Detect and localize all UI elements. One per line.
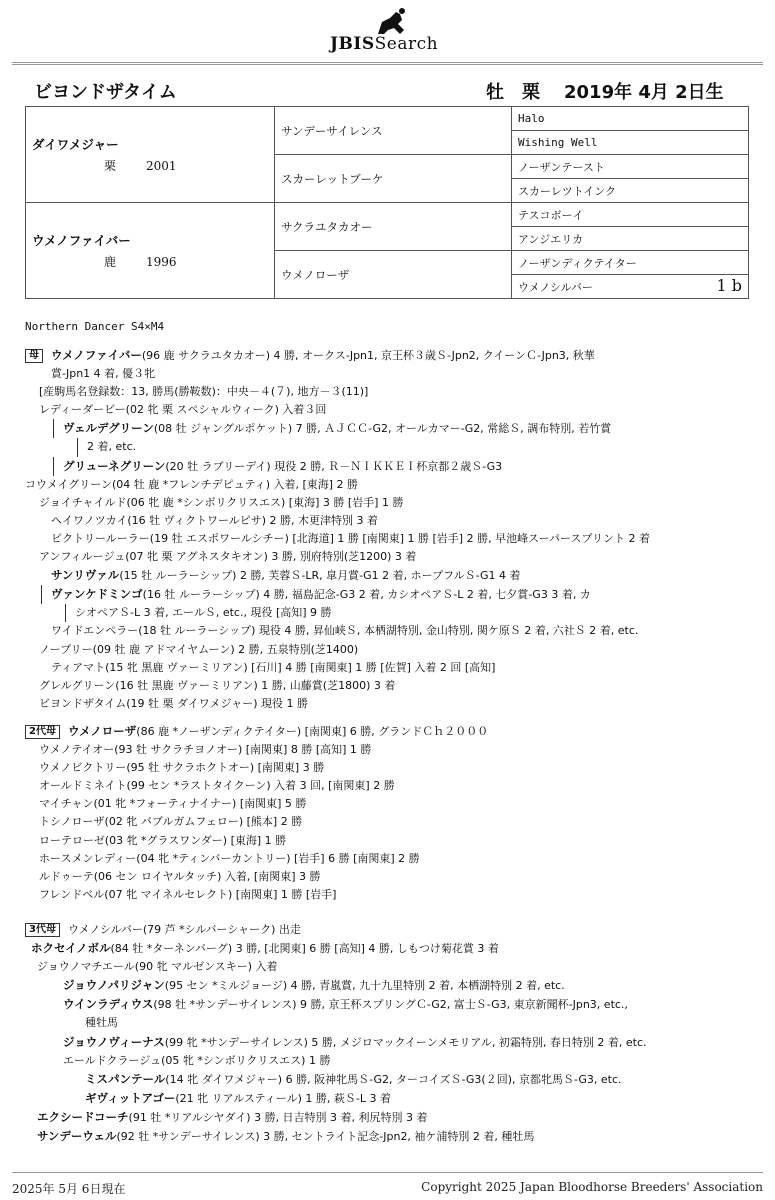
- record-text: コウメイグリーン(04 牡 鹿 *フレンチデピュティ) 入着, [東海] 2 勝: [25, 477, 359, 491]
- dam-section-line: [25, 548, 760, 566]
- record-text: ホースメンレディー(04 牝 *ティンバーカントリー) [岩手] 6 勝 [南関東] 2 勝: [39, 851, 420, 865]
- pedigree-g3-1[interactable]: Halo: [512, 107, 749, 131]
- record-text: 2 着, etc.: [87, 440, 137, 454]
- g3-section-line: [25, 1052, 760, 1070]
- g3-section-line[interactable]: [25, 939, 760, 958]
- g3-section-line: [25, 958, 760, 976]
- horse-link[interactable]: ジョウノヴィーナス: [63, 1034, 165, 1049]
- record-text: マイチャン(01 牝 *フォーティナイナー) [南関東] 5 勝: [39, 797, 307, 811]
- g2-section-line: [25, 795, 760, 813]
- pedigree-g3-8-name: ウメノシルバー: [518, 280, 593, 294]
- record-text: (99 牝 *サンデーサイレンス) 5 勝, メジロマックイーンメモリアル, 初霜特別, 春日特別 2 着, etc.: [164, 1035, 647, 1049]
- record-text: ヘイワノツカイ(16 牡 ヴィクトワールピサ) 2 勝, 木更津特別 3 着: [51, 513, 379, 527]
- dam-section-line: [25, 476, 760, 494]
- record-text: ティアマト(15 牝 黒鹿 ヴァーミリアン) [石川] 4 勝 [南関東] 1 勝 [佐賀] 入着 2 回 [高知]: [51, 660, 496, 674]
- record-text: ジョウノマチエール(90 牝 マルゼンスキー) 入着: [37, 960, 278, 974]
- pedigree-g3-2[interactable]: Wishing Well: [512, 131, 749, 155]
- record-text: (20 牡 ラブリーデイ) 現役 2 勝, Ｒ－ＮＩＫＫＥＩ杯京都２歳Ｓ-G3: [165, 459, 503, 473]
- footer-divider: [12, 1172, 763, 1173]
- record-text: ワイドエンペラー(18 牡 ルーラーシップ) 現役 4 勝, 昇仙峡Ｓ, 本栖湖特別, 金山特別, 関ケ原Ｓ 2 着, 六社Ｓ 2 着, etc.: [51, 624, 639, 638]
- record-text: (08 牡 ジャングルポケット) 7 勝, ＡＪＣＣ-G2, オールカマー-G2, 常総Ｓ, 調布特別, 若竹賞: [153, 422, 612, 436]
- horse-link[interactable]: グリューネグリーン: [63, 458, 166, 473]
- record-text: ウメノシルバー(79 芦 *シルバーシャーク) 出走: [67, 923, 301, 936]
- dam-section-line[interactable]: [25, 346, 760, 365]
- dam-section-line: [25, 641, 760, 659]
- record-text: ローテローゼ(03 牝 *グラスワンダー) [東海] 1 勝: [39, 833, 287, 847]
- dam-section-line: [25, 622, 760, 640]
- record-text: レディーダービー(02 牝 栗 スペシャルウィーク) 入着３回: [39, 403, 327, 417]
- record-text: (14 牝 ダイワメジャー) 6 勝, 阪神牝馬Ｓ-G2, ターコイズＳ-G3(２回), 京都牝馬Ｓ-G3, etc.: [165, 1072, 622, 1086]
- pedigree-g3-7[interactable]: ノーザンディクテイター: [512, 251, 749, 275]
- dam-section-line: [25, 677, 760, 695]
- record-text: オールドミネイト(99 セン *ラストタイクーン) 入着 3 回, [南関東] 2 勝: [39, 779, 395, 793]
- horse-name: ビヨンドザタイム: [34, 82, 177, 103]
- record-text: ノーブリー(09 牡 鹿 アドマイヤムーン) 2 勝, 五泉特別(芝1400): [39, 642, 359, 656]
- pedigree-dam-dam[interactable]: ウメノローザ: [275, 251, 512, 299]
- record-text: ビヨンドザタイム(19 牡 栗 ダイワメジャー) 現役 1 勝: [39, 696, 309, 710]
- horse-link[interactable]: ウメノローザ: [67, 724, 137, 738]
- g3-section-line[interactable]: [25, 995, 760, 1014]
- record-text: 賞-Jpn1 4 着, 優３牝: [51, 367, 156, 381]
- footer-date: 2025年 5月 6日現在: [12, 1182, 126, 1196]
- record-text: ウメノビクトリー(95 牡 サクラホクトオー) [南関東] 3 勝: [39, 761, 325, 775]
- tree-branch-line: [65, 604, 66, 622]
- second-dam-section: [25, 722, 760, 904]
- dam-section-line: [25, 383, 760, 401]
- horse-link[interactable]: ウインラディウス: [63, 997, 154, 1012]
- dam-year: 1996: [146, 255, 177, 269]
- horse-birthdate: 2019年 4月 2日生: [564, 82, 724, 103]
- pedigree-g3-8[interactable]: [512, 275, 749, 299]
- g2-section-line[interactable]: [25, 722, 760, 741]
- horse-link[interactable]: サンリヴァル: [51, 568, 120, 583]
- horse-link[interactable]: ヴァンケドミンゴ: [51, 587, 143, 602]
- g3-section-line[interactable]: [25, 1127, 760, 1146]
- record-text: (16 牡 ルーラーシップ) 4 勝, 福島記念-G3 2 着, カシオペアＳ-L 2 着, 七夕賞-G3 3 着, カ: [142, 588, 591, 602]
- g3-section-line[interactable]: [25, 1108, 760, 1127]
- record-text: (98 牡 *サンデーサイレンス) 9 勝, 京王杯スプリングＣ-G2, 富士Ｓ-G3, 東京新聞杯-Jpn3, etc.,: [153, 998, 628, 1012]
- record-text: (95 セン *ミルジョージ) 4 勝, 青嵐賞, 九十九里特別 2 着, 本栖湖特別 2 着, etc.: [164, 979, 565, 993]
- dam-section-line: [25, 530, 760, 548]
- record-text: (84 牡 *ターネンバーグ) 3 勝, [北関東] 6 勝 [高知] 4 勝, しもつけ菊花賞 3 着: [110, 942, 499, 956]
- pedigree-sire-dam[interactable]: スカーレットブーケ: [275, 155, 512, 203]
- g2-section-line: [25, 850, 760, 868]
- logo-search-text: Search: [374, 34, 439, 54]
- dam-color: 鹿: [104, 255, 117, 269]
- record-text: アンフィルージュ(07 牝 栗 アグネスタキオン) 3 勝, 別府特別(芝1200) 3 着: [39, 550, 417, 564]
- record-text: (21 牝 リアルスティール) 1 勝, 萩Ｓ-L 3 着: [175, 1091, 391, 1105]
- g3-section-line[interactable]: [25, 1033, 760, 1052]
- inbreeding-note: Northern Dancer S4×M4: [25, 320, 165, 333]
- record-text: ルドゥーテ(06 セン ロイヤルタッチ) 入着, [南関東] 3 勝: [39, 869, 321, 883]
- horse-sex: 牡: [486, 82, 504, 103]
- dam-section-line: [25, 365, 760, 383]
- dam-section-line[interactable]: [25, 419, 760, 438]
- record-text: エールドクラージュ(05 牝 *シンボリクリスエス) 1 勝: [63, 1053, 331, 1067]
- dam-section-line: [25, 512, 760, 530]
- family-number: 1 b: [716, 276, 742, 295]
- pedigree-g3-4[interactable]: スカーレツトインク: [512, 179, 749, 203]
- record-text: ビクトリールーラー(19 牡 エスポワールシチー) [北海道] 1 勝 [南関東] 1 勝 [岩手] 2 勝, 早池峰スーパースプリント 2 着: [51, 531, 650, 545]
- g2-section-line: [25, 868, 760, 886]
- dam-section-line: [25, 695, 760, 713]
- horse-title-row: [34, 78, 745, 104]
- dam-section-line[interactable]: [25, 457, 760, 476]
- sire-color: 栗: [104, 159, 117, 173]
- g2-section-line: [25, 813, 760, 831]
- record-text: グレルグリーン(16 牡 黒鹿 ヴァーミリアン) 1 勝, 山藤賞(芝1800) 3 着: [39, 678, 396, 692]
- dam-section-line: [25, 438, 760, 456]
- dam-name: ウメノファイバー: [32, 233, 131, 248]
- tree-branch-line: [41, 585, 42, 604]
- sire-year: 2001: [146, 159, 177, 173]
- record-text: (15 牡 ルーラーシップ) 2 勝, 芙蓉Ｓ-LR, 皐月賞-G1 2 着, ホープフルＳ-G1 4 着: [119, 569, 521, 583]
- horse-link[interactable]: ギヴィットアゴー: [85, 1090, 176, 1105]
- record-text: フレンドベル(07 牝 マイネルセレクト) [南関東] 1 勝 [岩手]: [39, 887, 337, 901]
- record-text: ウメノテイオー(93 牡 サクラチヨノオー) [南関東] 8 勝 [高知] 1 勝: [39, 743, 372, 757]
- dam-section-label: 母: [25, 349, 43, 363]
- record-text: (86 鹿 *ノーザンディクテイター) [南関東] 6 勝, グランドＣｈ２０００: [136, 725, 489, 738]
- g3-section-line: [25, 921, 760, 939]
- footer-copyright: Copyright 2025 Japan Bloodhorse Breeders' Association: [421, 1180, 763, 1194]
- pedigree-g3-6[interactable]: アンジエリカ: [512, 227, 749, 251]
- pedigree-sire[interactable]: [26, 107, 275, 203]
- g3-section-line[interactable]: [25, 1070, 760, 1089]
- g2-section-line: [25, 886, 760, 904]
- logo-jbis-text: JBIS: [330, 34, 375, 54]
- horse-link[interactable]: ホクセイノボル: [31, 941, 111, 956]
- header-divider: [12, 62, 763, 65]
- record-text: 種牡馬: [85, 1016, 118, 1030]
- horse-link[interactable]: ヴェルデグリーン: [63, 421, 154, 436]
- tree-branch-line: [53, 419, 54, 438]
- record-text: (91 牡 *リアルシヤダイ) 3 勝, 日吉特別 3 着, 利尻特別 3 着: [128, 1110, 428, 1124]
- g2-section-line: [25, 832, 760, 850]
- record-text: [産駒馬名登録数：13, 勝馬(勝鞍数)：中央－４(７), 地方－３(11)]: [39, 385, 369, 399]
- dam-section-line: [25, 494, 760, 512]
- dam-section-line: [25, 659, 760, 677]
- horse-link[interactable]: サンデーウェル: [37, 1129, 117, 1144]
- horse-link[interactable]: ジョウノパリジャン: [63, 978, 165, 993]
- record-text: ジョイチャイルド(06 牝 鹿 *シンボリクリスエス) [東海] 3 勝 [岩手] 1 勝: [39, 495, 404, 509]
- horse-link[interactable]: ミスパンテール: [85, 1071, 166, 1086]
- tree-branch-line: [53, 457, 54, 476]
- horse-link[interactable]: ウメノファイバー: [51, 348, 142, 362]
- g3-section-line[interactable]: [25, 1089, 760, 1108]
- g2-section-line: [25, 759, 760, 777]
- g2-section-line: [25, 741, 760, 759]
- sire-name: ダイワメジャー: [32, 137, 119, 152]
- dam-section-line[interactable]: [25, 566, 760, 585]
- pedigree-dam[interactable]: [26, 203, 275, 299]
- jbis-logo[interactable]: [330, 8, 460, 54]
- pedigree-table: [25, 106, 749, 299]
- pedigree-g3-5[interactable]: テスコボーイ: [512, 203, 749, 227]
- tree-branch-line: [77, 438, 78, 456]
- dam-section: [25, 346, 760, 713]
- horse-color: 栗: [522, 82, 540, 103]
- record-text: トシノローザ(02 牝 バブルガムフェロー) [熊本] 2 勝: [39, 815, 303, 829]
- dam-section-line[interactable]: [25, 585, 760, 604]
- pedigree-dam-sire[interactable]: サクラユタカオー: [275, 203, 512, 251]
- dam-section-line: [25, 604, 760, 622]
- pedigree-g3-3[interactable]: ノーザンテースト: [512, 155, 749, 179]
- record-text: (92 牡 *サンデーサイレンス) 3 勝, セントライト記念-Jpn2, 袖ケ浦特別 2 着, 種牡馬: [116, 1130, 535, 1144]
- record-text: (96 鹿 サクラユタカオー) 4 勝, オークス-Jpn1, 京王杯３歳Ｓ-Jpn2, クイーンＣ-Jpn3, 秋華: [141, 349, 595, 362]
- pedigree-sire-sire[interactable]: サンデーサイレンス: [275, 107, 512, 155]
- g3-section-line: [25, 1014, 760, 1032]
- horse-link[interactable]: エクシードコーチ: [37, 1109, 129, 1124]
- g3-section-line[interactable]: [25, 976, 760, 995]
- g3-section-label: 3代母: [25, 923, 60, 937]
- dam-section-line: [25, 401, 760, 419]
- g2-section-line: [25, 777, 760, 795]
- record-text: シオペアＳ-L 3 着, エールＳ, etc., 現役 [高知] 9 勝: [75, 606, 332, 620]
- third-dam-section: [25, 921, 760, 1146]
- g2-section-label: 2代母: [25, 725, 60, 739]
